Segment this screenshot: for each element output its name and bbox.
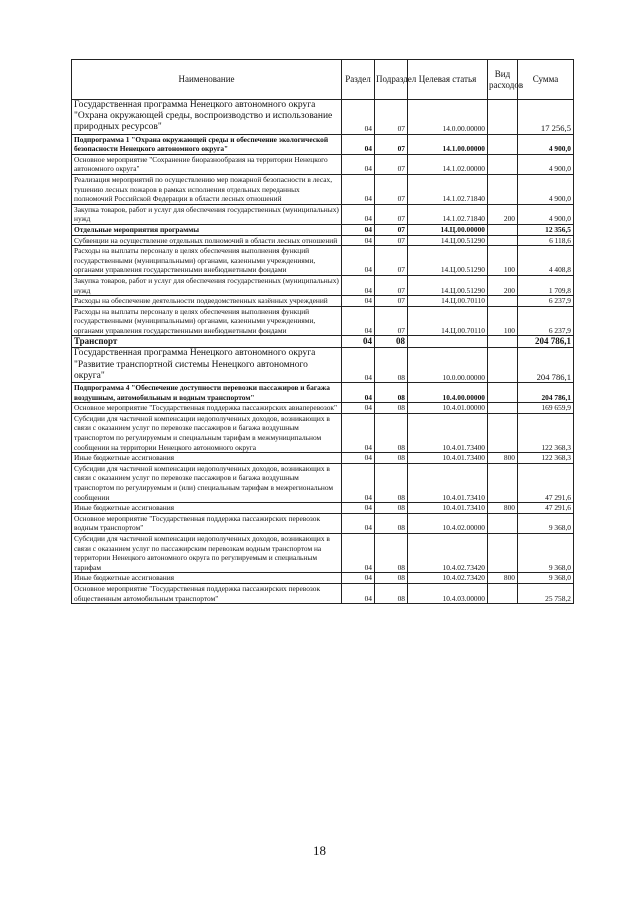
row-sum: 1 709,8 <box>518 275 574 295</box>
row-expense-type <box>488 513 518 533</box>
row-target-article: 14.1.00.00000 <box>408 134 488 154</box>
header-target-article: Целевая статья <box>408 60 488 100</box>
row-section: 04 <box>342 413 375 452</box>
row-subsection: 07 <box>375 134 408 154</box>
row-section: 04 <box>342 174 375 204</box>
row-subsection: 08 <box>375 413 408 452</box>
row-sum: 4 900,0 <box>518 134 574 154</box>
header-name: Наименование <box>72 60 342 100</box>
row-sum: 6 237,9 <box>518 296 574 307</box>
row-name: Иные бюджетные ассигнования <box>72 503 342 514</box>
row-name: Субвенции на осуществление отдельных полномочий в области лесных отношений <box>72 235 342 246</box>
row-expense-type <box>488 403 518 414</box>
table-row <box>72 583 574 603</box>
row-expense-type <box>488 463 518 502</box>
table-row <box>72 453 574 464</box>
row-expense-type: 100 <box>488 246 518 276</box>
row-section: 04 <box>342 336 375 348</box>
row-sum: 47 291,6 <box>518 503 574 514</box>
header-subsection: Подраздел <box>375 60 408 100</box>
row-section: 04 <box>342 134 375 154</box>
row-subsection: 08 <box>375 503 408 514</box>
row-target-article: 10.4.01.73410 <box>408 463 488 502</box>
row-name: Расходы на обеспечение деятельности подведомственных казённых учреждений <box>72 296 342 307</box>
row-name: Основное мероприятие "Государственная поддержка пассажирских авиаперевозок" <box>72 403 342 414</box>
table-row <box>72 296 574 307</box>
row-target-article: 10.4.00.00000 <box>408 383 488 403</box>
row-subsection: 08 <box>375 453 408 464</box>
row-expense-type <box>488 534 518 573</box>
table-row <box>72 336 574 348</box>
row-target-article: 10.4.03.00000 <box>408 583 488 603</box>
row-sum: 169 659,9 <box>518 403 574 414</box>
row-expense-type <box>488 224 518 235</box>
row-name: Расходы на выплаты персоналу в целях обеспечения выполнения функций государственными (муниципальными) органами, казенными учреждениями, органами управления государственными внебюджетными фондами <box>72 306 342 336</box>
row-subsection: 07 <box>375 275 408 295</box>
row-subsection: 07 <box>375 204 408 224</box>
row-expense-type <box>488 100 518 135</box>
row-section: 04 <box>342 503 375 514</box>
row-name: Основное мероприятие "Государственная поддержка пассажирских перевозок водным транспортом" <box>72 513 342 533</box>
table-row <box>72 275 574 295</box>
row-expense-type <box>488 583 518 603</box>
row-section: 04 <box>342 463 375 502</box>
row-section: 04 <box>342 453 375 464</box>
row-section: 04 <box>342 224 375 235</box>
table-row <box>72 503 574 514</box>
row-name: Иные бюджетные ассигнования <box>72 453 342 464</box>
row-expense-type <box>488 336 518 348</box>
row-name: Государственная программа Ненецкого автономного округа "Развитие транспортной системы Ненецкого автономного округа" <box>72 348 342 383</box>
row-subsection: 08 <box>375 348 408 383</box>
row-expense-type: 800 <box>488 503 518 514</box>
row-sum: 4 900,0 <box>518 204 574 224</box>
row-expense-type <box>488 413 518 452</box>
row-target-article: 14.Ц.00.51290 <box>408 235 488 246</box>
row-subsection: 08 <box>375 383 408 403</box>
row-sum: 204 786,1 <box>518 383 574 403</box>
row-expense-type: 800 <box>488 573 518 584</box>
row-subsection: 07 <box>375 224 408 235</box>
header-sum: Сумма <box>518 60 574 100</box>
row-section: 04 <box>342 154 375 174</box>
row-name: Подпрограмма 4 "Обеспечение доступности перевозки пассажиров и багажа воздушным, автомобильным и водным транспортом" <box>72 383 342 403</box>
row-target-article: 14.0.00.00000 <box>408 100 488 135</box>
row-expense-type: 200 <box>488 275 518 295</box>
table-row <box>72 513 574 533</box>
row-name: Отдельные мероприятия программы <box>72 224 342 235</box>
row-subsection: 08 <box>375 403 408 414</box>
table-row <box>72 174 574 204</box>
row-subsection: 07 <box>375 154 408 174</box>
row-section: 04 <box>342 513 375 533</box>
row-name: Транспорт <box>72 336 342 348</box>
row-sum: 122 368,3 <box>518 453 574 464</box>
row-sum: 12 356,5 <box>518 224 574 235</box>
row-expense-type <box>488 154 518 174</box>
row-subsection: 08 <box>375 573 408 584</box>
row-sum: 204 786,1 <box>518 348 574 383</box>
row-expense-type <box>488 348 518 383</box>
row-target-article: 10.4.01.73400 <box>408 413 488 452</box>
table-row <box>72 534 574 573</box>
table-row <box>72 413 574 452</box>
row-subsection: 07 <box>375 100 408 135</box>
table-row <box>72 204 574 224</box>
row-subsection: 08 <box>375 513 408 533</box>
row-section: 04 <box>342 583 375 603</box>
table-header-row <box>72 60 574 100</box>
row-expense-type: 100 <box>488 306 518 336</box>
row-subsection: 08 <box>375 463 408 502</box>
row-sum: 17 256,5 <box>518 100 574 135</box>
row-target-article: 10.4.01.73410 <box>408 503 488 514</box>
table-row <box>72 463 574 502</box>
table-row <box>72 224 574 235</box>
row-name: Основное мероприятие "Сохранение биоразнообразия на территории Ненецкого автономного округа" <box>72 154 342 174</box>
row-subsection: 07 <box>375 296 408 307</box>
row-target-article: 14.1.02.71840 <box>408 204 488 224</box>
row-target-article: 14.1.02.00000 <box>408 154 488 174</box>
row-name: Закупка товаров, работ и услуг для обеспечения государственных (муниципальных) нужд <box>72 275 342 295</box>
row-name: Государственная программа Ненецкого автономного округа "Охрана окружающей среды, воспроизводство и использование природных ресурсов" <box>72 100 342 135</box>
row-expense-type <box>488 174 518 204</box>
table-row <box>72 154 574 174</box>
row-sum: 47 291,6 <box>518 463 574 502</box>
budget-table <box>71 59 574 604</box>
table-row <box>72 383 574 403</box>
table-row <box>72 403 574 414</box>
row-subsection: 07 <box>375 246 408 276</box>
row-sum: 6 237,9 <box>518 306 574 336</box>
row-section: 04 <box>342 573 375 584</box>
row-sum: 9 368,0 <box>518 534 574 573</box>
row-sum: 4 408,8 <box>518 246 574 276</box>
row-section: 04 <box>342 403 375 414</box>
row-sum: 9 368,0 <box>518 573 574 584</box>
row-name: Подпрограмма 1 "Охрана окружающей среды и обеспечение экологической безопасности Ненецкого автономного округа" <box>72 134 342 154</box>
row-target-article: 14.1.02.71840 <box>408 174 488 204</box>
row-target-article: 10.4.01.00000 <box>408 403 488 414</box>
row-sum: 4 900,0 <box>518 174 574 204</box>
row-subsection: 08 <box>375 534 408 573</box>
row-target-article: 10.0.00.00000 <box>408 348 488 383</box>
row-subsection: 08 <box>375 583 408 603</box>
row-section: 04 <box>342 296 375 307</box>
row-section: 04 <box>342 348 375 383</box>
row-section: 04 <box>342 275 375 295</box>
row-section: 04 <box>342 246 375 276</box>
row-expense-type: 200 <box>488 204 518 224</box>
row-section: 04 <box>342 306 375 336</box>
row-subsection: 07 <box>375 174 408 204</box>
row-target-article: 10.4.01.73400 <box>408 453 488 464</box>
row-target-article: 14.Ц.00.70110 <box>408 306 488 336</box>
row-target-article <box>408 336 488 348</box>
row-target-article: 14.Ц.00.51290 <box>408 246 488 276</box>
row-expense-type <box>488 383 518 403</box>
row-name: Закупка товаров, работ и услуг для обеспечения государственных (муниципальных) нужд <box>72 204 342 224</box>
row-sum: 9 368,0 <box>518 513 574 533</box>
page-number: 18 <box>313 843 326 858</box>
row-subsection: 08 <box>375 336 408 348</box>
row-expense-type <box>488 296 518 307</box>
row-section: 04 <box>342 534 375 573</box>
row-target-article: 10.4.02.00000 <box>408 513 488 533</box>
row-sum: 122 368,3 <box>518 413 574 452</box>
row-sum: 204 786,1 <box>518 336 574 348</box>
row-subsection: 07 <box>375 306 408 336</box>
table-row <box>72 573 574 584</box>
row-target-article: 14.Ц.00.70110 <box>408 296 488 307</box>
row-name: Основное мероприятие "Государственная поддержка пассажирских перевозок общественным автомобильным транспортом" <box>72 583 342 603</box>
row-sum: 6 118,6 <box>518 235 574 246</box>
row-expense-type <box>488 235 518 246</box>
row-name: Реализация мероприятий по осуществлению мер пожарной безопасности в лесах, тушению лесных пожаров в рамках исполнения отдельных переданных полномочий Российской Федерации в области лесных отношений <box>72 174 342 204</box>
header-expense-type: Вид расходов <box>488 60 518 100</box>
table-row <box>72 134 574 154</box>
row-target-article: 14.Ц.00.00000 <box>408 224 488 235</box>
row-section: 04 <box>342 383 375 403</box>
table-row <box>72 246 574 276</box>
row-name: Расходы на выплаты персоналу в целях обеспечения выполнения функций государственными (муниципальными) органами, казенными учреждениями, органами управления государственными внебюджетными фондами <box>72 246 342 276</box>
table-row <box>72 100 574 135</box>
row-name: Субсидии для частичной компенсации недополученных доходов, возникающих в связи с оказанием услуг по пассажирским перевозкам водным транспортом на территории Ненецкого автономного округа по регулируемым и специальным тарифам <box>72 534 342 573</box>
row-name: Субсидии для частичной компенсации недополученных доходов, возникающих в связи с оказанием услуг по перевозке пассажиров и багажа воздушным транспортом по регулируемым и специальным тарифам в межмуниципальном сообщении на территории Ненецкого автономного округа <box>72 413 342 452</box>
row-target-article: 14.Ц.00.51290 <box>408 275 488 295</box>
header-section: Раздел <box>342 60 375 100</box>
table-row <box>72 348 574 383</box>
row-section: 04 <box>342 235 375 246</box>
row-expense-type: 800 <box>488 453 518 464</box>
row-name: Иные бюджетные ассигнования <box>72 573 342 584</box>
row-sum: 4 900,0 <box>518 154 574 174</box>
row-sum: 25 758,2 <box>518 583 574 603</box>
row-subsection: 07 <box>375 235 408 246</box>
row-section: 04 <box>342 204 375 224</box>
row-section: 04 <box>342 100 375 135</box>
row-expense-type <box>488 134 518 154</box>
row-name: Субсидии для частичной компенсации недополученных доходов, возникающих в связи с оказанием услуг по перевозке пассажиров и багажа воздушным транспортом по регулируемым и (или) специальным тарифам в межрегиональном сообщении <box>72 463 342 502</box>
table-row <box>72 235 574 246</box>
row-target-article: 10.4.02.73420 <box>408 534 488 573</box>
table-row <box>72 306 574 336</box>
row-target-article: 10.4.02.73420 <box>408 573 488 584</box>
